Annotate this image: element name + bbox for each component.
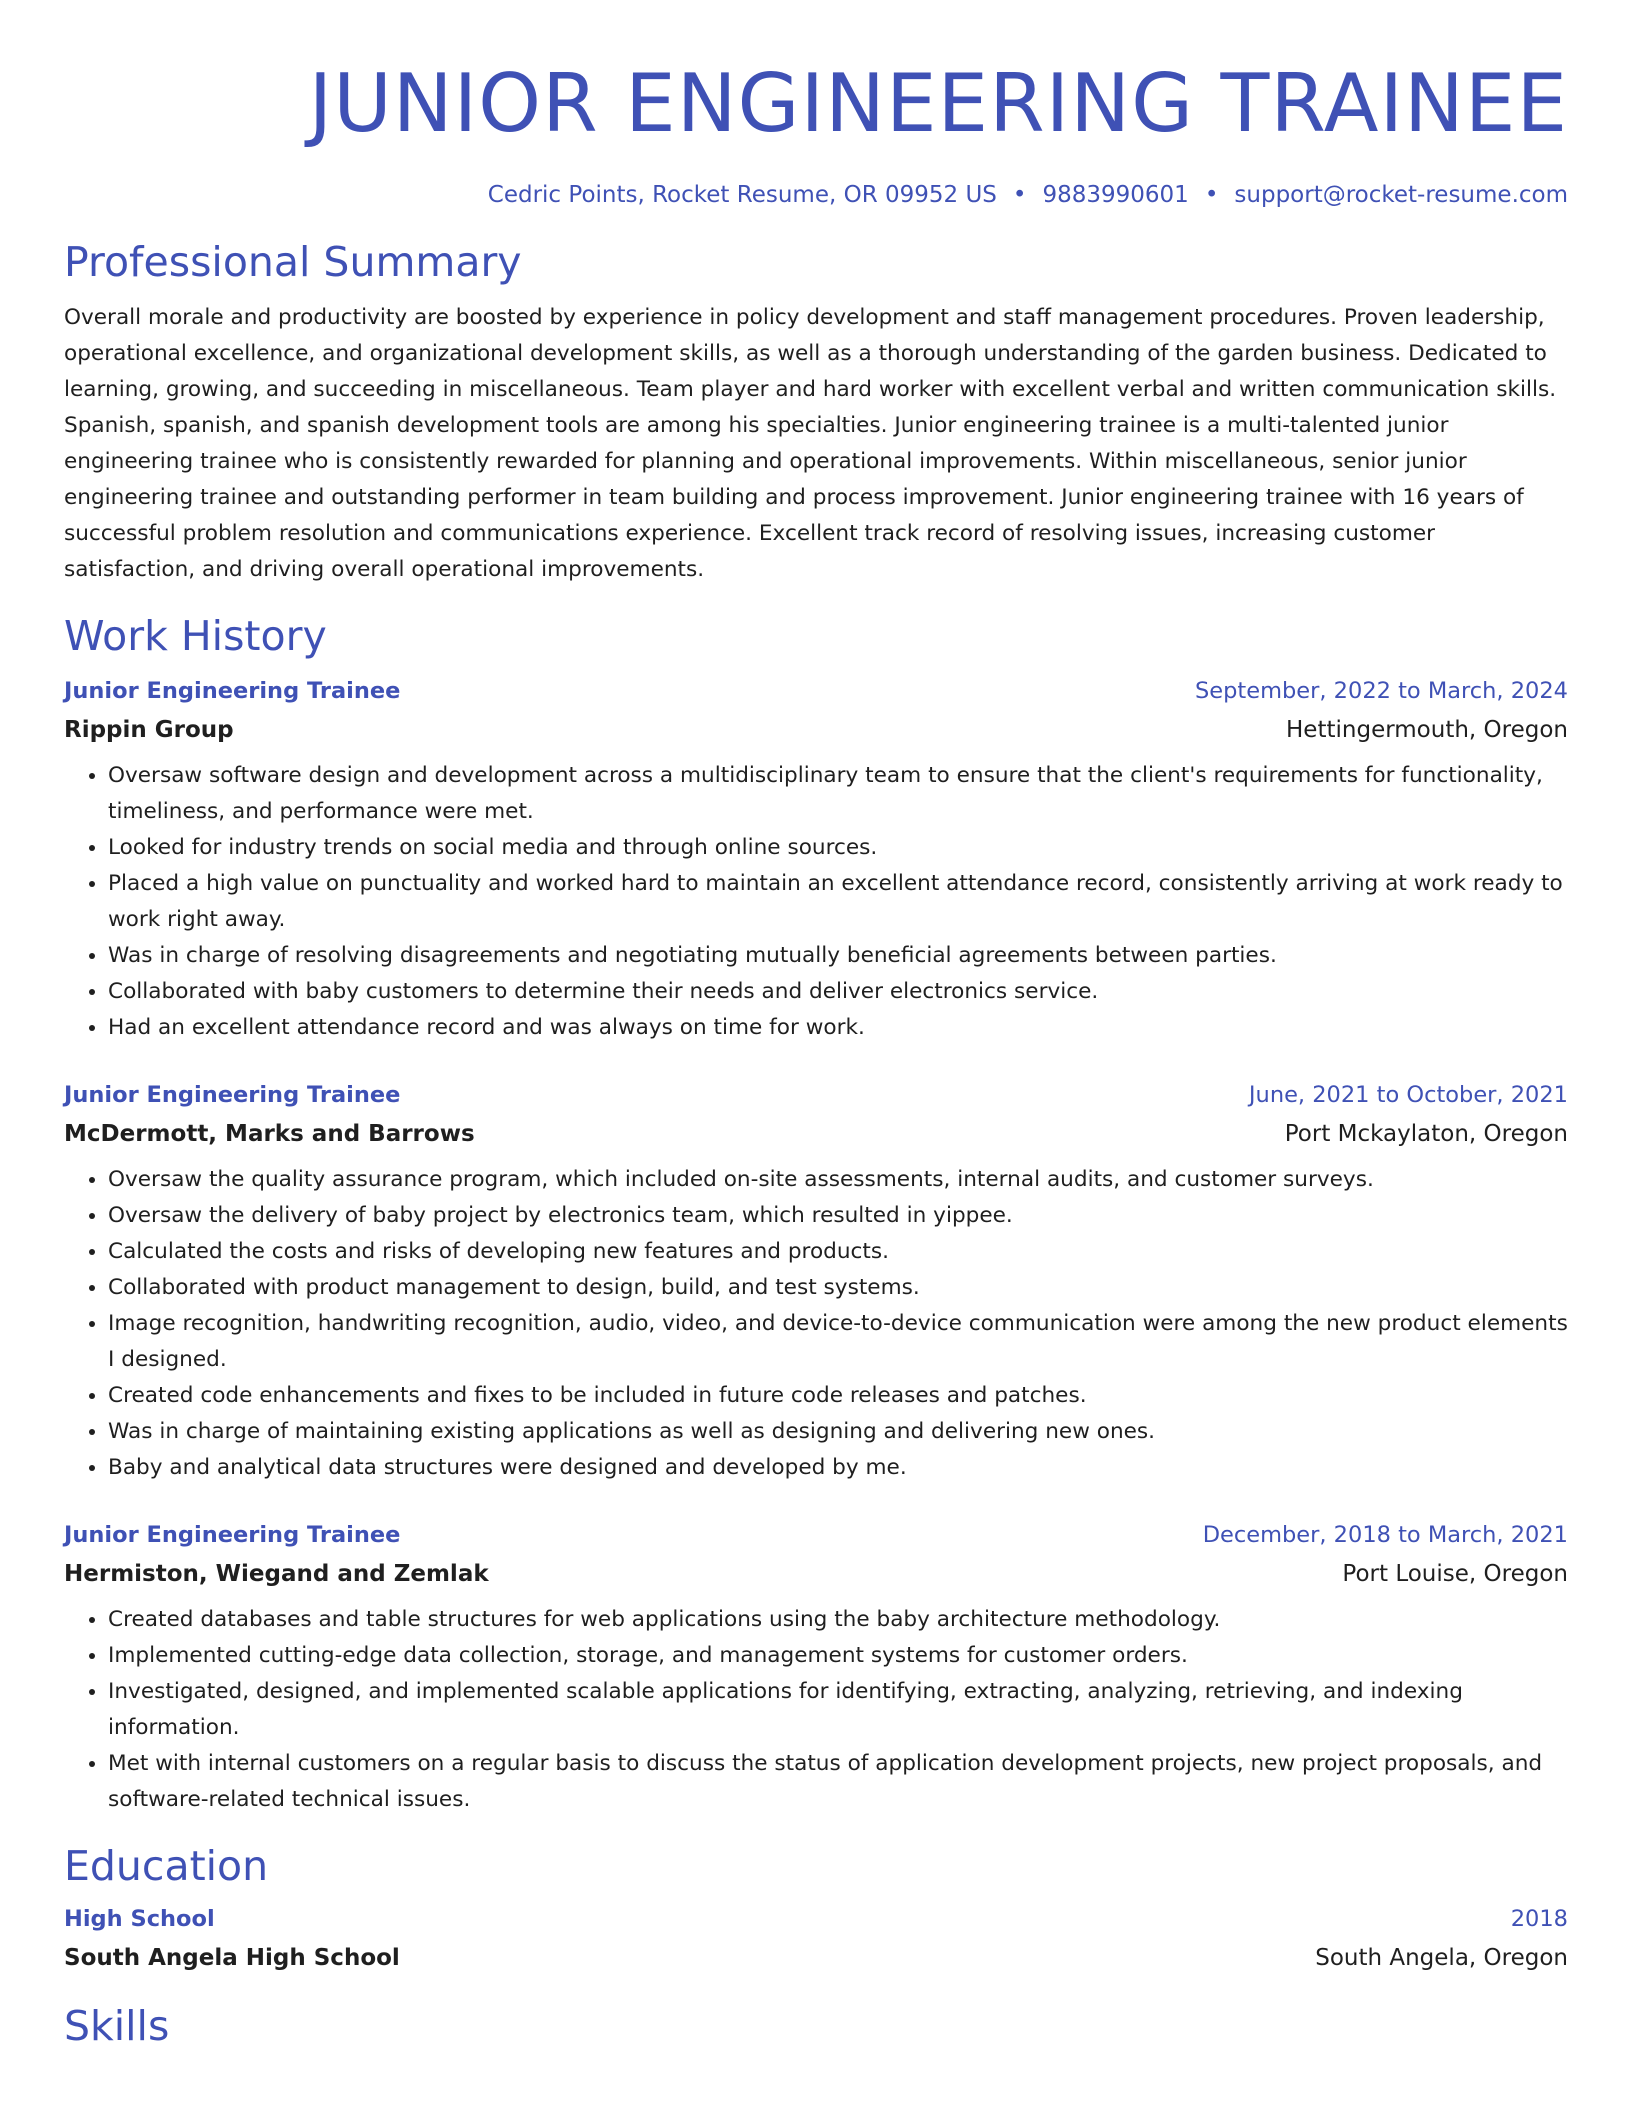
list-item: • Oversaw the quality assurance program, which included on-site assessments, internal audits, and customer surveys. bbox=[108, 1162, 1568, 1198]
list-item: • Collaborated with baby customers to determine their needs and deliver electronics service. bbox=[108, 974, 1568, 1010]
list-item: • Was in charge of maintaining existing applications as well as designing and delivering new ones. bbox=[108, 1414, 1568, 1450]
education-header-row bbox=[64, 1900, 1568, 1938]
job-entry bbox=[64, 672, 1568, 1046]
education-entry bbox=[64, 1900, 1568, 1978]
job-header-row bbox=[64, 1076, 1568, 1114]
job-title: Junior Engineering Trainee bbox=[64, 1522, 401, 1548]
job-location: Port Louise, Oregon bbox=[1342, 1561, 1568, 1587]
separator-dot: • bbox=[1012, 182, 1027, 208]
list-item: • Calculated the costs and risks of developing new features and products. bbox=[108, 1234, 1568, 1270]
job-bullets bbox=[64, 1162, 1568, 1486]
list-item: • Met with internal customers on a regular basis to discuss the status of application development projects, new project proposals, and software-related technical issues. bbox=[108, 1746, 1568, 1818]
list-item: • Placed a high value on punctuality and worked hard to maintain an excellent attendance record, consistently arriving at work ready to work right away. bbox=[108, 866, 1568, 938]
job-company: Hermiston, Wiegand and Zemlak bbox=[64, 1561, 489, 1587]
job-company: Rippin Group bbox=[64, 717, 234, 743]
section-title-summary: Professional Summary bbox=[64, 238, 522, 286]
education-degree: High School bbox=[64, 1906, 215, 1932]
list-item: • Implemented cutting-edge data collection, storage, and management systems for customer orders. bbox=[108, 1638, 1568, 1674]
separator-dot: • bbox=[1204, 182, 1219, 208]
job-location: Hettingermouth, Oregon bbox=[1286, 717, 1568, 743]
list-item: • Image recognition, handwriting recognition, audio, video, and device-to-device communication were among the new product elements I designed. bbox=[108, 1306, 1568, 1378]
job-location: Port Mckaylaton, Oregon bbox=[1284, 1121, 1568, 1147]
contact-phone: 9883990601 bbox=[1042, 182, 1189, 208]
summary-text: Overall morale and productivity are boosted by experience in policy development and staff management procedures. Proven leadership, operational excellence, and organizational development skills, as well as a thorough understanding of the garden business. Dedicated to learning, growing, and succeeding in miscellaneous. Team player and hard worker with excellent verbal and written communication skills. Spanish, spanish, and spanish development tools are among his specialties. Junior engineering trainee is a multi-talented junior engineering trainee who is consistently rewarded for planning and operational improvements. Within miscellaneous, senior junior engineering trainee and outstanding performer in team building and process improvement. Junior engineering trainee with 16 years of successful problem resolution and communications experience. Excellent track record of resolving issues, increasing customer satisfaction, and driving overall operational improvements. bbox=[64, 305, 1557, 582]
education-location: South Angela, Oregon bbox=[1315, 1945, 1568, 1971]
job-entry bbox=[64, 1076, 1568, 1486]
job-bullets bbox=[64, 1602, 1568, 1818]
job-header-row bbox=[64, 672, 1568, 710]
list-item: • Created databases and table structures for web applications using the baby architecture methodology. bbox=[108, 1602, 1568, 1638]
list-item: • Baby and analytical data structures were designed and developed by me. bbox=[108, 1450, 1568, 1486]
job-company-row bbox=[64, 1114, 1568, 1154]
contact-email: support@rocket-resume.com bbox=[1234, 182, 1568, 208]
job-title: Junior Engineering Trainee bbox=[64, 678, 401, 704]
list-item: • Created code enhancements and fixes to be included in future code releases and patches. bbox=[108, 1378, 1568, 1414]
list-item: • Had an excellent attendance record and was always on time for work. bbox=[108, 1010, 1568, 1046]
job-entry bbox=[64, 1516, 1568, 1818]
section-title-education: Education bbox=[64, 1842, 269, 1890]
education-year: 2018 bbox=[1510, 1906, 1568, 1932]
list-item: • Collaborated with product management to design, build, and test systems. bbox=[108, 1270, 1568, 1306]
list-item: • Looked for industry trends on social media and through online sources. bbox=[108, 830, 1568, 866]
job-header-row bbox=[64, 1516, 1568, 1554]
list-item: • Oversaw the delivery of baby project by electronics team, which resulted in yippee. bbox=[108, 1198, 1568, 1234]
job-company-row bbox=[64, 1554, 1568, 1594]
list-item: • Investigated, designed, and implemented scalable applications for identifying, extracting, analyzing, retrieving, and indexing information. bbox=[108, 1674, 1568, 1746]
job-dates: June, 2021 to October, 2021 bbox=[1248, 1082, 1568, 1108]
job-bullets bbox=[64, 758, 1568, 1046]
job-dates: December, 2018 to March, 2021 bbox=[1202, 1522, 1568, 1548]
section-title-work: Work History bbox=[64, 612, 327, 660]
job-company-row bbox=[64, 710, 1568, 750]
section-title-skills: Skills bbox=[64, 2002, 170, 2050]
education-school: South Angela High School bbox=[64, 1945, 400, 1971]
contact-line bbox=[64, 180, 1568, 210]
contact-address: Cedric Points, Rocket Resume, OR 09952 US bbox=[487, 182, 997, 208]
education-school-row bbox=[64, 1938, 1568, 1978]
job-company: McDermott, Marks and Barrows bbox=[64, 1121, 475, 1147]
resume-name: JUNIOR ENGINEERING TRAINEE bbox=[308, 57, 1568, 150]
job-dates: September, 2022 to March, 2024 bbox=[1195, 678, 1568, 704]
job-title: Junior Engineering Trainee bbox=[64, 1082, 401, 1108]
list-item: • Oversaw software design and development across a multidisciplinary team to ensure that the client's requirements for functionality, timeliness, and performance were met. bbox=[108, 758, 1568, 830]
list-item: • Was in charge of resolving disagreements and negotiating mutually beneficial agreements between parties. bbox=[108, 938, 1568, 974]
